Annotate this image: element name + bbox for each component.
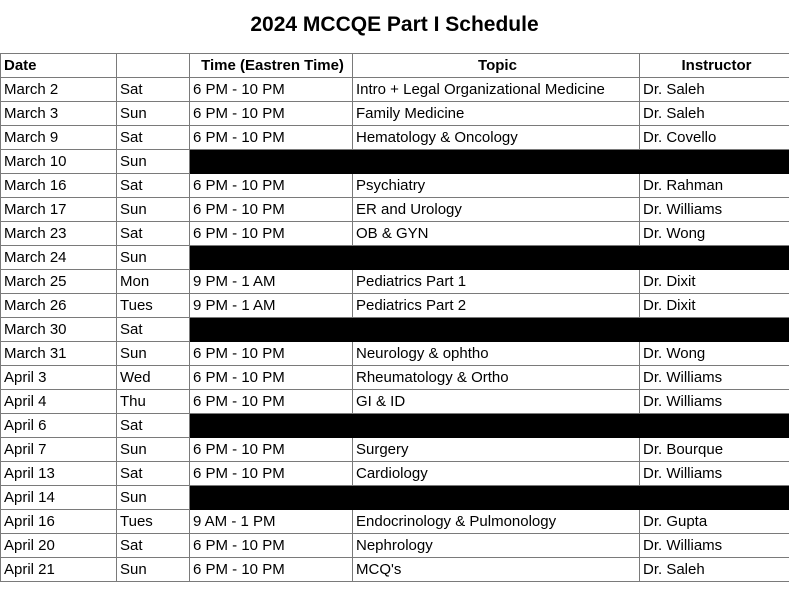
cell-instructor: Dr. Rahman — [640, 174, 789, 198]
blackout-cell — [190, 414, 789, 438]
cell-time: 6 PM - 10 PM — [190, 558, 353, 582]
cell-topic: Cardiology — [353, 462, 640, 486]
cell-date: March 3 — [1, 102, 117, 126]
cell-day: Sat — [117, 126, 190, 150]
cell-topic: Pediatrics Part 2 — [353, 294, 640, 318]
blackout-cell — [190, 486, 789, 510]
table-row-blocked — [1, 486, 789, 510]
cell-date: April 13 — [1, 462, 117, 486]
cell-instructor: Dr. Williams — [640, 462, 789, 486]
table-row — [1, 366, 789, 390]
table-row — [1, 198, 789, 222]
cell-topic: Intro + Legal Organizational Medicine — [353, 78, 640, 102]
cell-day: Sat — [117, 318, 190, 342]
cell-topic: MCQ's — [353, 558, 640, 582]
blackout-cell — [190, 246, 789, 270]
table-row — [1, 438, 789, 462]
cell-day: Sat — [117, 222, 190, 246]
cell-time: 9 PM - 1 AM — [190, 270, 353, 294]
cell-instructor: Dr. Williams — [640, 390, 789, 414]
cell-instructor: Dr. Williams — [640, 534, 789, 558]
page-title: 2024 MCCQE Part I Schedule — [250, 13, 539, 36]
blackout-cell — [190, 318, 789, 342]
cell-time: 6 PM - 10 PM — [190, 222, 353, 246]
schedule-body — [1, 78, 789, 582]
cell-topic: Hematology & Oncology — [353, 126, 640, 150]
cell-date: April 14 — [1, 486, 117, 510]
cell-day: Sun — [117, 246, 190, 270]
cell-day: Sat — [117, 414, 190, 438]
cell-date: April 7 — [1, 438, 117, 462]
cell-instructor: Dr. Williams — [640, 366, 789, 390]
cell-time: 6 PM - 10 PM — [190, 198, 353, 222]
table-row — [1, 342, 789, 366]
cell-day: Sun — [117, 438, 190, 462]
cell-instructor: Dr. Saleh — [640, 78, 789, 102]
cell-topic: GI & ID — [353, 390, 640, 414]
cell-date: March 2 — [1, 78, 117, 102]
cell-day: Sat — [117, 174, 190, 198]
header-date: Date — [1, 54, 117, 78]
cell-instructor: Dr. Wong — [640, 342, 789, 366]
cell-date: March 25 — [1, 270, 117, 294]
cell-topic: Surgery — [353, 438, 640, 462]
cell-topic: ER and Urology — [353, 198, 640, 222]
table-row — [1, 222, 789, 246]
table-row — [1, 558, 789, 582]
cell-time: 6 PM - 10 PM — [190, 342, 353, 366]
cell-date: March 31 — [1, 342, 117, 366]
cell-instructor: Dr. Wong — [640, 222, 789, 246]
cell-topic: Endocrinology & Pulmonology — [353, 510, 640, 534]
cell-date: April 3 — [1, 366, 117, 390]
table-row — [1, 126, 789, 150]
table-row — [1, 102, 789, 126]
cell-instructor: Dr. Bourque — [640, 438, 789, 462]
cell-topic: Rheumatology & Ortho — [353, 366, 640, 390]
cell-time: 6 PM - 10 PM — [190, 534, 353, 558]
cell-day: Sun — [117, 150, 190, 174]
cell-date: March 24 — [1, 246, 117, 270]
cell-time: 9 AM - 1 PM — [190, 510, 353, 534]
table-row — [1, 294, 789, 318]
cell-instructor: Dr. Saleh — [640, 558, 789, 582]
cell-day: Sat — [117, 462, 190, 486]
cell-day: Sun — [117, 486, 190, 510]
cell-topic: Neurology & ophtho — [353, 342, 640, 366]
cell-date: March 16 — [1, 174, 117, 198]
header-topic: Topic — [353, 54, 640, 78]
table-row — [1, 78, 789, 102]
cell-time: 6 PM - 10 PM — [190, 462, 353, 486]
table-header-row — [1, 54, 789, 78]
table-row — [1, 534, 789, 558]
cell-day: Sun — [117, 102, 190, 126]
table-row — [1, 462, 789, 486]
cell-day: Wed — [117, 366, 190, 390]
blackout-cell — [190, 150, 789, 174]
cell-day: Thu — [117, 390, 190, 414]
table-row — [1, 390, 789, 414]
cell-date: March 26 — [1, 294, 117, 318]
cell-time: 6 PM - 10 PM — [190, 366, 353, 390]
cell-instructor: Dr. Gupta — [640, 510, 789, 534]
header-time: Time (Eastren Time) — [190, 54, 353, 78]
table-row-blocked — [1, 246, 789, 270]
cell-day: Sat — [117, 78, 190, 102]
cell-time: 6 PM - 10 PM — [190, 126, 353, 150]
cell-date: April 21 — [1, 558, 117, 582]
cell-instructor: Dr. Williams — [640, 198, 789, 222]
cell-day: Tues — [117, 510, 190, 534]
cell-time: 6 PM - 10 PM — [190, 174, 353, 198]
cell-topic: Nephrology — [353, 534, 640, 558]
cell-date: March 9 — [1, 126, 117, 150]
cell-date: April 6 — [1, 414, 117, 438]
cell-date: April 16 — [1, 510, 117, 534]
table-row — [1, 270, 789, 294]
table-row — [1, 174, 789, 198]
cell-date: March 10 — [1, 150, 117, 174]
cell-day: Sun — [117, 198, 190, 222]
cell-topic: Psychiatry — [353, 174, 640, 198]
cell-instructor: Dr. Dixit — [640, 294, 789, 318]
cell-time: 6 PM - 10 PM — [190, 390, 353, 414]
table-row-blocked — [1, 150, 789, 174]
cell-date: March 17 — [1, 198, 117, 222]
schedule-table — [0, 53, 789, 582]
table-row-blocked — [1, 414, 789, 438]
cell-date: March 23 — [1, 222, 117, 246]
cell-time: 6 PM - 10 PM — [190, 438, 353, 462]
cell-day: Mon — [117, 270, 190, 294]
table-row-blocked — [1, 318, 789, 342]
cell-date: April 4 — [1, 390, 117, 414]
cell-day: Sat — [117, 534, 190, 558]
cell-time: 9 PM - 1 AM — [190, 294, 353, 318]
header-day — [117, 54, 190, 78]
cell-time: 6 PM - 10 PM — [190, 78, 353, 102]
cell-date: March 30 — [1, 318, 117, 342]
cell-time: 6 PM - 10 PM — [190, 102, 353, 126]
cell-topic: Pediatrics Part 1 — [353, 270, 640, 294]
cell-instructor: Dr. Saleh — [640, 102, 789, 126]
cell-day: Sun — [117, 342, 190, 366]
cell-instructor: Dr. Dixit — [640, 270, 789, 294]
cell-date: April 20 — [1, 534, 117, 558]
cell-day: Tues — [117, 294, 190, 318]
table-row — [1, 510, 789, 534]
cell-topic: Family Medicine — [353, 102, 640, 126]
cell-day: Sun — [117, 558, 190, 582]
cell-topic: OB & GYN — [353, 222, 640, 246]
header-instructor: Instructor — [640, 54, 789, 78]
cell-instructor: Dr. Covello — [640, 126, 789, 150]
